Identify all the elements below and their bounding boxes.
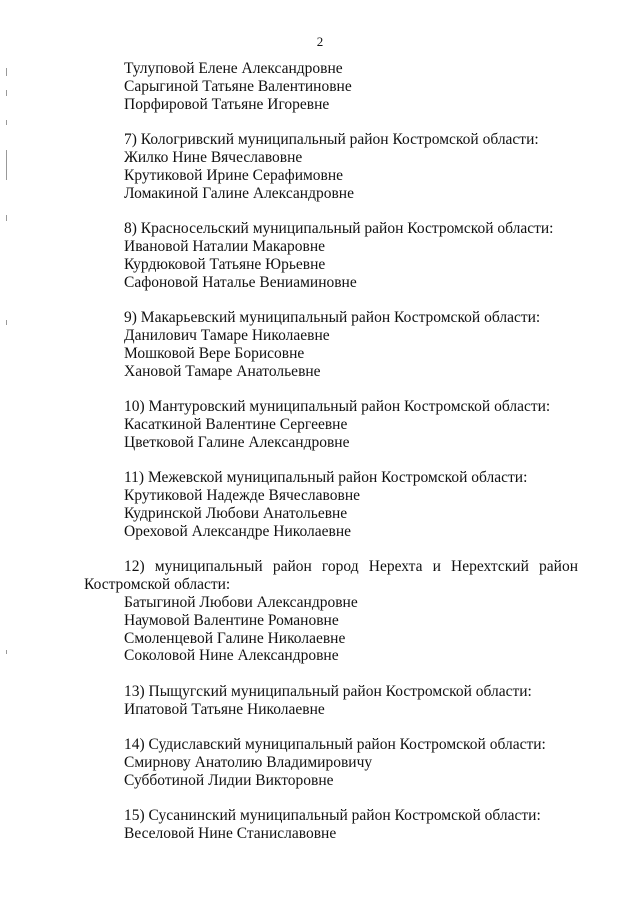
person-name: Касаткиной Валентине Сергеевне bbox=[124, 415, 348, 433]
district-section-8 bbox=[84, 220, 578, 291]
person-name: Сафоновой Наталье Вениаминовне bbox=[124, 273, 357, 291]
district-heading: 8) Красносельский муниципальный район Костромской области: bbox=[124, 220, 554, 238]
person-name: Смирнову Анатолию Владимировичу bbox=[124, 754, 373, 772]
top-names-list bbox=[84, 60, 578, 113]
document-body bbox=[84, 60, 578, 843]
person-name: Смоленцевой Галине Николаевне bbox=[124, 629, 346, 647]
person-name: Тулуповой Елене Александровне bbox=[124, 60, 343, 77]
district-section-12 bbox=[84, 558, 578, 665]
page-number: 2 bbox=[316, 34, 324, 49]
district-heading: 14) Судиславский муниципальный район Костромской области: bbox=[124, 736, 546, 754]
district-section-14 bbox=[84, 736, 578, 789]
district-section-13 bbox=[84, 683, 578, 719]
district-section-15 bbox=[84, 807, 578, 843]
district-section-11 bbox=[84, 469, 578, 540]
person-name: Хановой Тамаре Анатольевне bbox=[124, 362, 321, 380]
person-name: Кудринской Любови Анатольевне bbox=[124, 504, 348, 522]
person-name: Курдюковой Татьяне Юрьевне bbox=[124, 255, 326, 273]
person-name: Наумовой Валентине Романовне bbox=[124, 611, 339, 629]
district-heading: 10) Мантуровский муниципальный район Костромской области: bbox=[124, 398, 551, 416]
person-name: Жилко Нине Вячеславовне bbox=[124, 148, 303, 166]
district-heading: 9) Макарьевский муниципальный район Костромской области: bbox=[124, 309, 541, 327]
person-name: Сарыгиной Татьяне Валентиновне bbox=[124, 77, 352, 95]
person-name: Данилович Тамаре Николаевне bbox=[124, 326, 330, 344]
person-name: Батыгиной Любови Александровне bbox=[124, 593, 358, 611]
district-section-10 bbox=[84, 398, 578, 451]
person-name: Цветковой Галине Александровне bbox=[124, 433, 350, 451]
person-name: Ломакиной Галине Александровне bbox=[124, 184, 354, 202]
district-heading: 15) Сусанинский муниципальный район Костромской области: bbox=[124, 807, 541, 825]
district-heading: 11) Межевской муниципальный район Костромской области: bbox=[124, 469, 528, 487]
person-name: Ивановой Наталии Макаровне bbox=[124, 237, 326, 255]
person-name: Порфировой Татьяне Игоревне bbox=[124, 95, 330, 113]
district-section-7 bbox=[84, 131, 578, 202]
district-heading: 7) Кологривский муниципальный район Костромской области: bbox=[124, 131, 539, 149]
district-heading-continuation: Костромской области: bbox=[84, 576, 231, 594]
person-name: Мошковой Вере Борисовне bbox=[124, 344, 305, 362]
district-heading: 13) Пыщугский муниципальный район Костромской области: bbox=[124, 682, 532, 700]
person-name: Ипатовой Татьяне Николаевне bbox=[124, 700, 325, 718]
person-name: Соколовой Нине Александровне bbox=[124, 647, 339, 665]
district-section-9 bbox=[84, 309, 578, 380]
person-name: Веселовой Нине Станиславовне bbox=[124, 825, 337, 843]
district-heading: 12) муниципальный район город Нерехта и Нерехтский район bbox=[124, 558, 578, 576]
person-name: Крутиковой Ирине Серафимовне bbox=[124, 166, 344, 184]
person-name: Крутиковой Надежде Вячеславовне bbox=[124, 487, 360, 505]
person-name: Ореховой Александре Николаевне bbox=[124, 522, 352, 540]
person-name: Субботиной Лидии Викторовне bbox=[124, 771, 334, 789]
